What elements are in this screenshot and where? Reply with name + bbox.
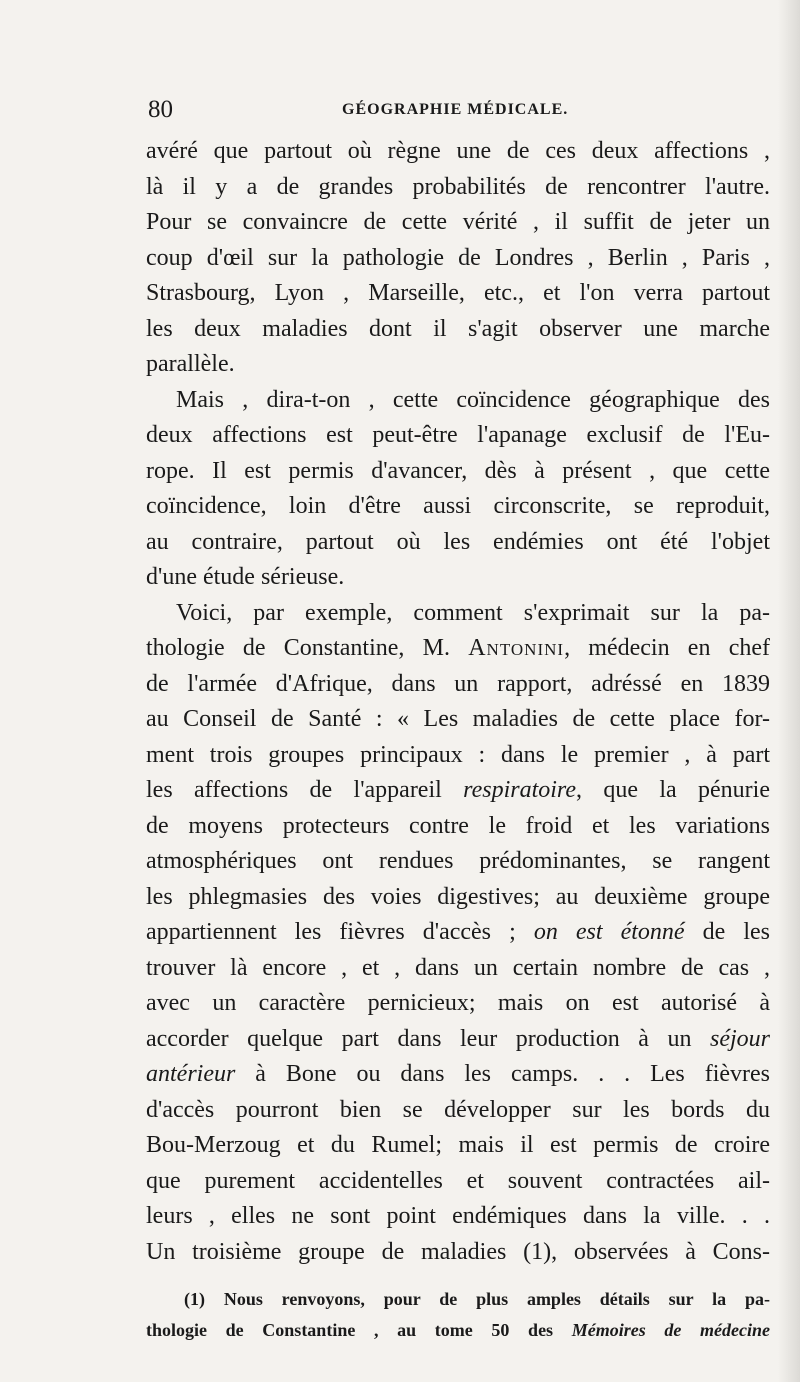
text-line: Strasbourg, Lyon , Marseille, etc., et l'on verra partout <box>146 280 770 306</box>
text-segment: , que la pénurie <box>576 777 770 803</box>
footnote <box>146 1284 770 1346</box>
text-line <box>146 631 770 667</box>
text-line: au Conseil de Santé : « Les maladies de cette place for- <box>146 706 770 732</box>
italic-text: séjour <box>710 1025 770 1052</box>
text-line: Mais , dira-t-on , cette coïncidence géographique des <box>176 386 770 413</box>
page-number: 80 <box>148 96 173 123</box>
book-page <box>146 92 770 1346</box>
text-segment: accorder quelque part dans leur production à un <box>146 1025 710 1052</box>
text-line: ment trois groupes principaux : dans le premier , à part <box>146 741 770 768</box>
text-line: leurs , elles ne sont point endémiques dans la ville. . . <box>146 1203 770 1229</box>
text-line <box>146 915 770 951</box>
text-segment: à Bone ou dans les camps. . . Les fièvres <box>235 1061 770 1087</box>
paragraph-2 <box>146 383 770 596</box>
text-segment: appartiennent les fièvres d'accès ; <box>146 919 534 945</box>
text-line: que purement accidentelles et souvent contractées ail- <box>146 1167 770 1194</box>
body-text <box>146 134 770 1270</box>
text-line: deux affections est peut-être l'apanage exclusif de l'Eu- <box>146 422 770 448</box>
text-line <box>146 1022 770 1058</box>
text-line: Un troisième groupe de maladies (1), observées à Cons- <box>146 1238 770 1265</box>
text-line: d'une étude sérieuse. <box>146 564 345 590</box>
text-line: Voici, par exemple, comment s'exprimait sur la pa- <box>176 599 770 626</box>
text-segment: thologie de Constantine, M. <box>146 635 469 661</box>
italic-text: on est étonné <box>533 919 685 945</box>
text-line: avéré que partout où règne une de ces deux affections , <box>146 138 770 164</box>
text-line: là il y a de grandes probabilités de rencontrer l'autre. <box>146 173 770 200</box>
text-line: de moyens protecteurs contre le froid et les variations <box>146 812 770 839</box>
text-line: atmosphériques ont rendues prédominantes, se rangent <box>146 848 770 874</box>
page-edge-shadow <box>778 0 800 1382</box>
text-line: Bou-Merzoug et du Rumel; mais il est permis de croire <box>146 1132 770 1158</box>
text-line: les deux maladies dont il s'agit observer une marche <box>146 315 770 342</box>
text-line: avec un caractère pernicieux; mais on est autorisé à <box>146 990 770 1016</box>
text-segment: thologie de Constantine , au tome 50 des <box>146 1320 572 1340</box>
text-segment: , médecin en chef <box>564 635 770 661</box>
text-line: trouver là encore , et , dans un certain nombre de cas , <box>146 954 770 981</box>
italic-text: Mémoires de médecine <box>571 1320 770 1340</box>
paragraph-3 <box>146 596 770 1271</box>
text-line: parallèle. <box>146 351 235 377</box>
paragraph-1 <box>146 134 770 383</box>
footnote-line <box>146 1315 770 1346</box>
text-segment: les affections de l'appareil <box>146 777 464 803</box>
italic-text: antérieur <box>146 1061 236 1087</box>
footnote-line: (1) Nous renvoyons, pour de plus amples détails sur la pa- <box>184 1289 770 1309</box>
text-line: de l'armée d'Afrique, dans un rapport, adréssé en 1839 <box>146 670 770 697</box>
text-line <box>146 1057 770 1093</box>
text-line: Pour se convaincre de cette vérité , il suffit de jeter un <box>146 209 770 235</box>
author-name: Antonini <box>468 635 565 661</box>
text-line: au contraire, partout où les endémies ont été l'objet <box>146 528 770 555</box>
text-line: coïncidence, loin d'être aussi circonscrite, se reproduit, <box>146 493 770 519</box>
text-line: d'accès pourront bien se développer sur les bords du <box>146 1096 770 1123</box>
text-line <box>146 773 770 809</box>
text-line: rope. Il est permis d'avancer, dès à présent , que cette <box>146 457 770 484</box>
text-segment: de les <box>684 919 771 945</box>
text-line: coup d'œil sur la pathologie de Londres , Berlin , Paris , <box>146 244 770 271</box>
italic-text: respiratoire <box>463 777 577 803</box>
running-title: GÉOGRAPHIE MÉDICALE. <box>342 101 569 118</box>
text-line: les phlegmasies des voies digestives; au deuxième groupe <box>146 883 770 910</box>
running-head <box>146 92 770 126</box>
